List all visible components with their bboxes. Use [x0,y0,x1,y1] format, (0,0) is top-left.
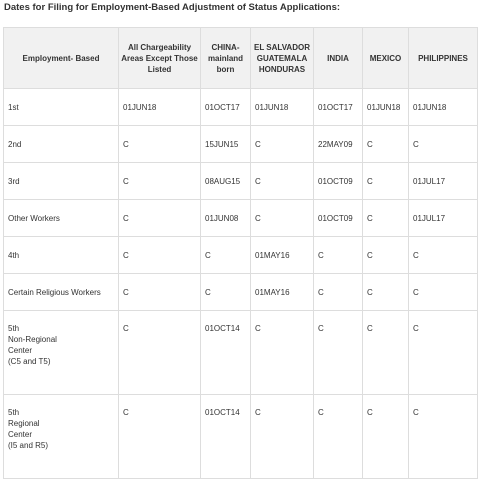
table-cell: C [363,163,409,200]
column-header-all-chargeability: All Chargeability Areas Except Those Listed [119,28,201,89]
table-cell: C [314,311,363,395]
column-header-india: INDIA [314,28,363,89]
table-cell: 01MAY16 [251,237,314,274]
table-cell: C [363,200,409,237]
table-cell: C [409,395,478,479]
column-header-mexico: MEXICO [363,28,409,89]
table-cell: 15JUN15 [201,126,251,163]
table-row [4,89,478,126]
table-row [4,237,478,274]
table-cell: 01OCT14 [201,395,251,479]
table-cell: C [201,237,251,274]
table-cell: C [409,237,478,274]
table-cell: 01JUN08 [201,200,251,237]
table-header-row [4,28,478,89]
table-cell: C [119,311,201,395]
table-row [4,311,478,395]
table-cell: 01JUN18 [409,89,478,126]
table-cell: C [363,237,409,274]
row-category: Certain Religious Workers [4,274,119,311]
column-header-china: CHINA-mainland born [201,28,251,89]
table-cell: 01OCT17 [314,89,363,126]
page-heading: Dates for Filing for Employment-Based Adjustment of Status Applications: [4,2,341,13]
table-row [4,126,478,163]
table-row [4,274,478,311]
table-cell: 01JUN18 [363,89,409,126]
table-cell: 01OCT17 [201,89,251,126]
visa-bulletin-table [3,27,478,479]
row-category: 5th Regional Center (I5 and R5) [4,395,119,479]
row-category: 2nd [4,126,119,163]
column-header-el-salvador: EL SALVADOR GUATEMALA HONDURAS [251,28,314,89]
table-cell: C [251,200,314,237]
table-row [4,200,478,237]
table-cell: 01MAY16 [251,274,314,311]
table-cell: 01OCT09 [314,163,363,200]
table-cell: 01JUN18 [119,89,201,126]
table-cell: C [119,237,201,274]
column-header-philippines: PHILIPPINES [409,28,478,89]
table-cell: C [363,395,409,479]
table-cell: 01JUL17 [409,163,478,200]
table-row [4,395,478,479]
table-row [4,163,478,200]
table-cell: 01OCT09 [314,200,363,237]
row-category: 5th Non-Regional Center (C5 and T5) [4,311,119,395]
table-cell: C [409,274,478,311]
table-cell: C [119,274,201,311]
table-cell: 01JUL17 [409,200,478,237]
table-cell: C [251,395,314,479]
table-cell: C [314,274,363,311]
table-cell: C [363,126,409,163]
table-cell: 22MAY09 [314,126,363,163]
table-cell: C [409,126,478,163]
table-cell: C [363,274,409,311]
table-cell: C [251,311,314,395]
column-header-employment-based: Employment- Based [4,28,119,89]
table-cell: C [251,126,314,163]
row-category: 3rd [4,163,119,200]
table-cell: C [201,274,251,311]
table-cell: C [119,126,201,163]
table-cell: 08AUG15 [201,163,251,200]
table-cell: C [363,311,409,395]
table-cell: 01OCT14 [201,311,251,395]
row-category: 1st [4,89,119,126]
table-cell: C [314,395,363,479]
table-cell: 01JUN18 [251,89,314,126]
table-cell: C [119,395,201,479]
table-cell: C [409,311,478,395]
row-category: Other Workers [4,200,119,237]
table-cell: C [314,237,363,274]
table-cell: C [119,163,201,200]
table-cell: C [251,163,314,200]
row-category: 4th [4,237,119,274]
table-cell: C [119,200,201,237]
